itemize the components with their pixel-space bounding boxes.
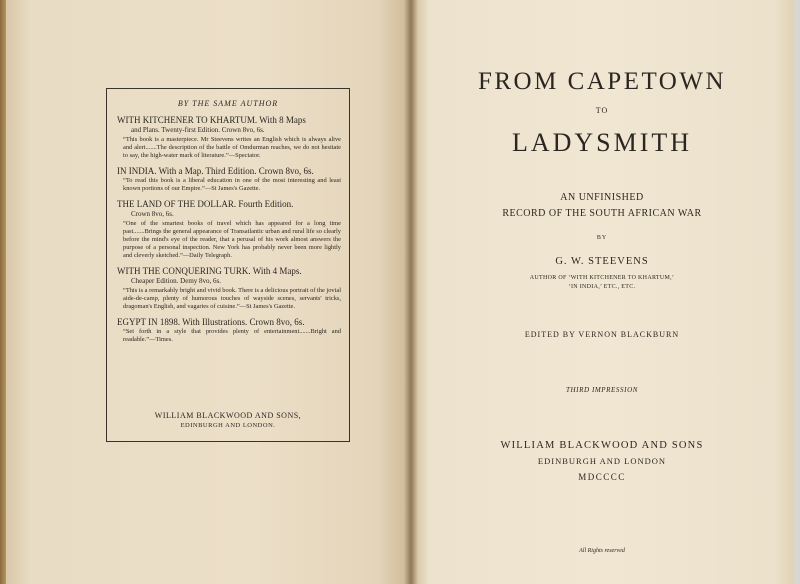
ad-heading: BY THE SAME AUTHOR [177,99,279,108]
book-title-to: TO [595,106,609,115]
publisher-place: EDINBURGH AND LONDON [537,456,667,466]
ad-entry [117,199,341,260]
ad-entry-title: EGYPT IN 1898. With Illustrations. Crown 8vo, 6s. [117,317,305,327]
author-name: G. W. STEEVENS [555,256,649,267]
book-title-line2: LADYSMITH [511,128,693,157]
ad-entry-title: WITH KITCHENER TO KHARTUM. With 8 Maps [117,115,306,125]
by-same-author-box [106,88,350,442]
ad-entry-title: WITH THE CONQUERING TURK. With 4 Maps. [117,266,302,276]
author-credit-line1: AUTHOR OF ‘WITH KITCHENER TO KHARTUM,’ [529,275,675,281]
ad-publisher: WILLIAM BLACKWOOD AND SONS, [154,411,302,420]
ad-entry-subtitle: Crown 8vo, 6s. [131,210,174,218]
ad-entry [117,115,341,160]
publication-year: MDCCCC [578,472,626,482]
by-label: BY [596,235,608,241]
ad-entry-review: “This is a remarkably bright and vivid book. There is a delicious portrait of the jovial aide-de-camp, plenty of humorous touches of wayside scenes, servants' tricks, dragoman's English, and vagaries of cuisine.”—St James's Gazette. [123,287,341,310]
ad-entry-review: “One of the smartest books of travel which has appeared for a long time past.......Brings the general appearance of Transatlantic urban and rural life so clearly before the mind's eye of the reader, that a perusal of his work almost answers the purpose of a personal inspection. New York has probably never been more lightly and cleverly sketched.”—Daily Telegraph. [123,220,341,259]
ad-entry-review: “Set forth in a style that provides plenty of entertainment.......Bright and readable.”—Times. [123,328,341,343]
ad-entry-subtitle: Cheaper Edition. Demy 8vo, 6s. [131,277,222,285]
ad-entry [117,166,341,193]
rights-notice: All Rights reserved [579,548,625,554]
ad-entry-review: “To read this book is a liberal education in one of the most interesting and least known portions of our Empire.”—St James's Gazette. [123,177,341,192]
ad-entry-review: “This book is a masterpiece. Mr Steevens writes an English which is always alive and alert.......The description of the battle of Omdurman reaches, we do not hesitate to say, the high-water mark of literature.”—Spectator. [123,136,341,159]
ad-entry [117,317,341,344]
ad-entries [117,115,341,350]
impression-label: THIRD IMPRESSION [565,386,638,394]
book-subtitle-line2: RECORD OF THE SOUTH AFRICAN WAR [502,208,702,219]
author-credit-line2: ‘IN INDIA,’ ETC., ETC. [568,284,636,290]
book-title-line1: FROM CAPETOWN [477,68,727,95]
ad-entry-title: IN INDIA. With a Map. Third Edition. Crown 8vo, 6s. [117,166,314,176]
ad-entry [117,266,341,311]
editor-credit: EDITED BY VERNON BLACKBURN [524,330,680,339]
publisher-name: WILLIAM BLACKWOOD AND SONS [500,440,704,451]
ad-publisher-place: EDINBURGH AND LONDON. [180,422,276,429]
ad-entry-subtitle: and Plans. Twenty-first Edition. Crown 8vo, 6s. [131,126,265,134]
ad-entry-title: THE LAND OF THE DOLLAR. Fourth Edition. [117,199,294,209]
book-subtitle-line1: AN UNFINISHED [560,192,644,203]
